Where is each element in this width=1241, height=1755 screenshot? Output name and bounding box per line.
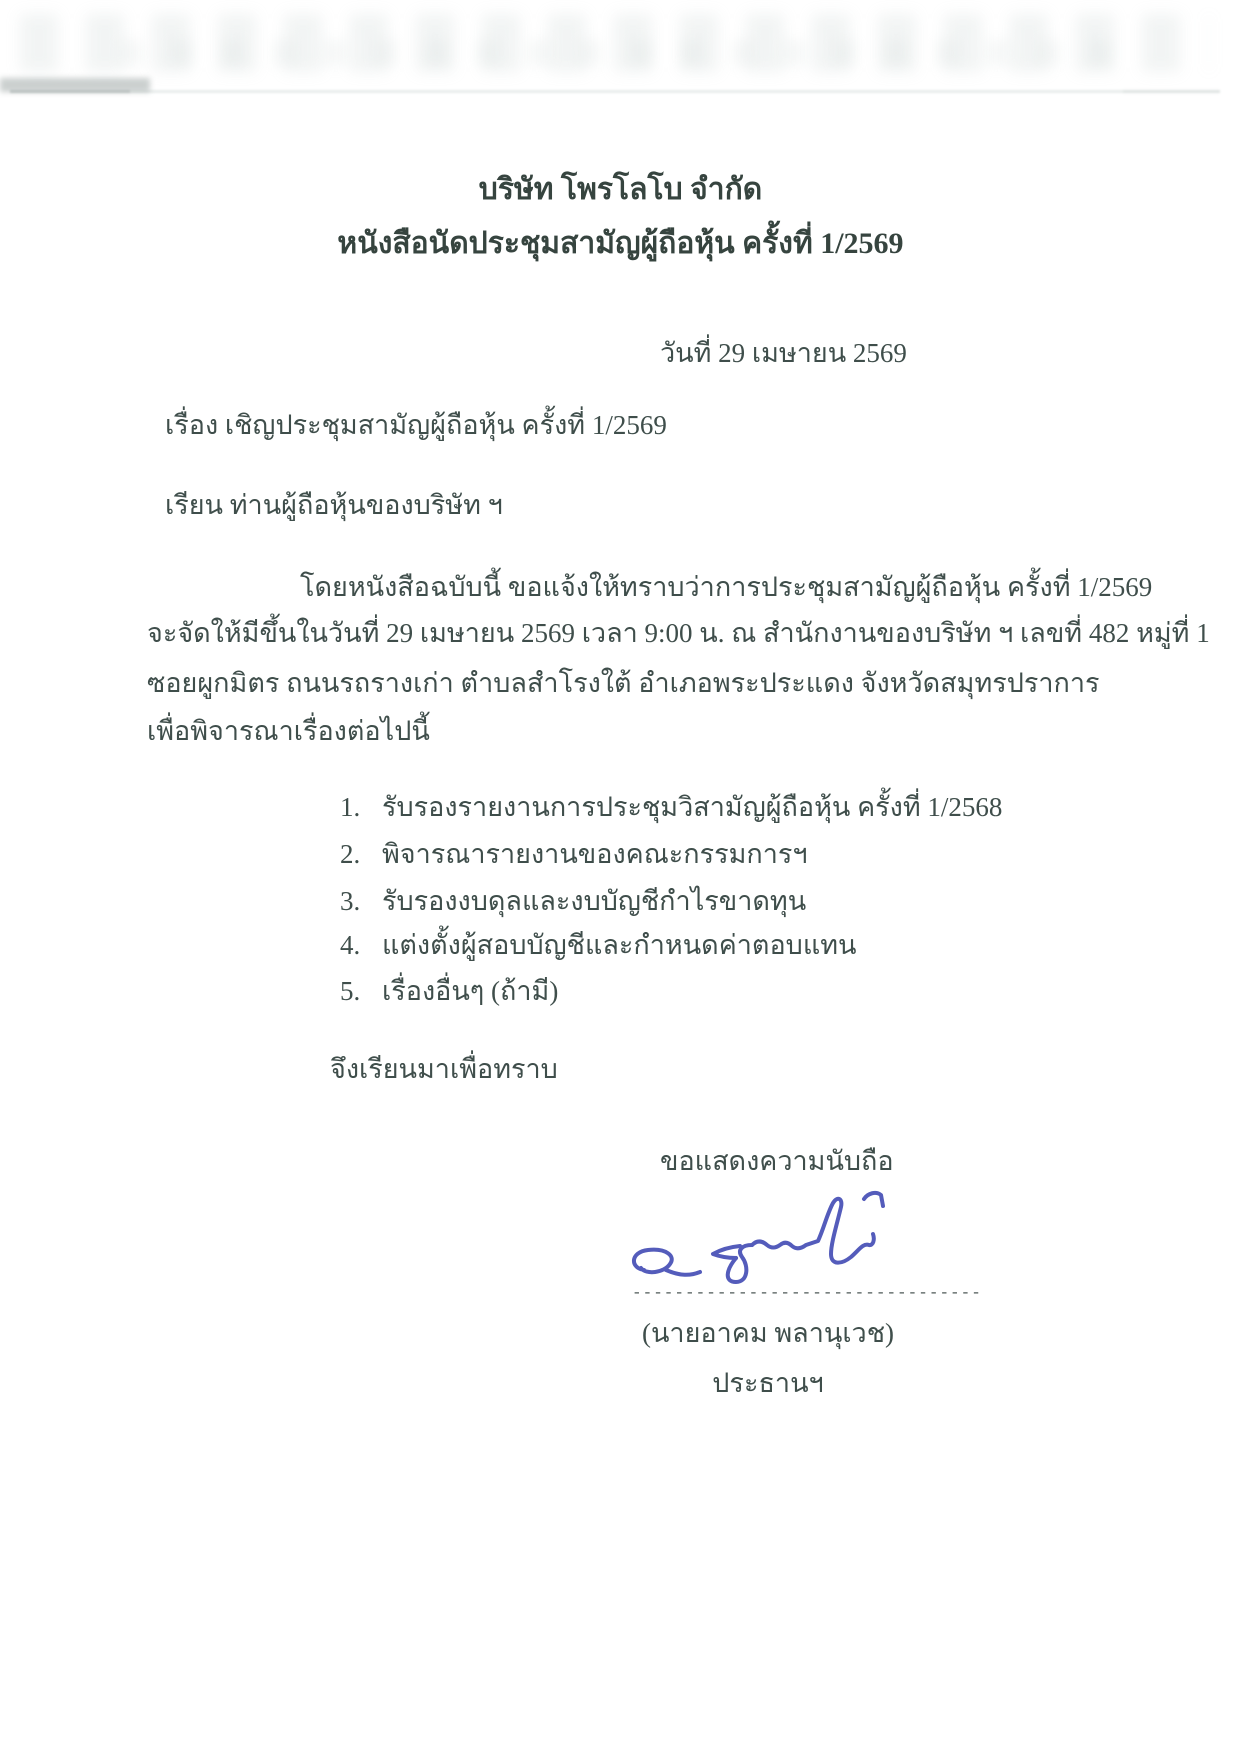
body-line-3: ซอยผูกมิตร ถนนรถรางเก่า ตำบลสำโรงใต้ อำเภอพระประแดง จังหวัดสมุทรปราการ	[147, 668, 1100, 698]
agenda-text: เรื่องอื่นๆ (ถ้ามี)	[382, 976, 559, 1006]
scan-line-artifact	[10, 90, 1220, 93]
agenda-text: รับรองงบดุลและงบบัญชีกำไรขาดทุน	[382, 886, 807, 916]
agenda-number: 5.	[340, 976, 361, 1006]
respect-line: ขอแสดงความนับถือ	[660, 1146, 894, 1176]
scan-bleedthrough-artifact	[20, 14, 1210, 72]
signatory-role: ประธานฯ	[712, 1368, 824, 1398]
meeting-notice-title: หนังสือนัดประชุมสามัญผู้ถือหุ้น ครั้งที่ 1/2569	[337, 227, 904, 260]
agenda-text: แต่งตั้งผู้สอบบัญชีและกำหนดค่าตอบแทน	[382, 930, 857, 960]
signatory-name: (นายอาคม พลานุเวช)	[641, 1318, 895, 1348]
subject-line: เรื่อง เชิญประชุมสามัญผู้ถือหุ้น ครั้งที่ 1/2569	[165, 410, 667, 440]
company-title: บริษัท โพรโลโบ จำกัด	[478, 173, 763, 206]
agenda-number: 1.	[340, 792, 361, 822]
agenda-item-2	[340, 833, 808, 875]
agenda-number: 2.	[340, 839, 361, 869]
agenda-item-1	[340, 786, 1002, 828]
body-line-1: โดยหนังสือฉบับนี้ ขอแจ้งให้ทราบว่าการประชุมสามัญผู้ถือหุ้น ครั้งที่ 1/2569	[300, 572, 1153, 602]
agenda-number: 3.	[340, 886, 361, 916]
scan-corner-smudge	[0, 78, 150, 92]
body-line-2: จะจัดให้มีขึ้นในวันที่ 29 เมษายน 2569 เวลา 9:00 น. ณ สำนักงานของบริษัท ฯ เลขที่ 482 หมู่ที่ 1	[147, 618, 1210, 648]
agenda-number: 4.	[340, 930, 361, 960]
closing-line: จึงเรียนมาเพื่อทราบ	[330, 1054, 558, 1084]
agenda-text: พิจารณารายงานของคณะกรรมการฯ	[382, 839, 808, 869]
salutation-line: เรียน ท่านผู้ถือหุ้นของบริษัท ฯ	[165, 490, 503, 520]
agenda-item-3	[340, 880, 806, 922]
body-line-4: เพื่อพิจารณาเรื่องต่อไปนี้	[147, 716, 430, 746]
date-line: วันที่ 29 เมษายน 2569	[660, 338, 907, 368]
agenda-text: รับรองรายงานการประชุมวิสามัญผู้ถือหุ้น ครั้งที่ 1/2568	[382, 792, 1003, 822]
scan-bleedthrough-artifact	[120, 40, 1120, 66]
agenda-item-4	[340, 924, 856, 966]
agenda-item-5	[340, 970, 558, 1012]
signature-rule: ---------------------------------	[632, 1284, 982, 1302]
